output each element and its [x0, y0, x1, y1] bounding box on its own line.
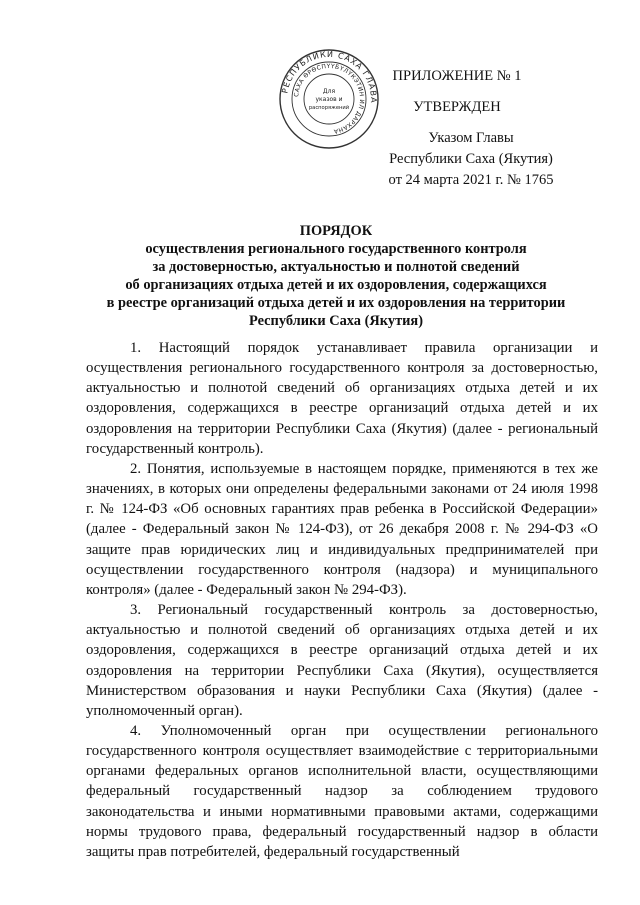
title-line-1: осуществления регионального государственного контроля [145, 241, 527, 257]
title-line-5: Республики Саха (Якутия) [248, 313, 424, 329]
document-body [86, 338, 598, 862]
seal-outer-text: РЕСПУБЛИКИ САХА ГЛАВА [280, 49, 379, 104]
paragraph-1: 1. Настоящий порядок устанавливает правила организации и осуществления регионального государственного контроля за достоверностью, актуальностью и полнотой сведений об организациях отдыха детей и их оздоровления, содержащихся в реестре организаций отдыха детей и их оздоровления на территории Республики Саха (Якутия) (далее - региональный государственный контроль). [86, 340, 598, 457]
paragraph-4: 4. Уполномоченный орган при осуществлении регионального государственного контроля осуществляет взаимодействие с территориальными органами федеральных органов исполнительной власти, осуществляющими федеральный государственный надзор за соблюдением трудового законодательства и иными нормативными правовыми актами, содержащими нормы трудового права, федеральный государственный надзор в области защиты прав потребителей, федеральный государственный [86, 722, 598, 860]
paragraph-2: 2. Понятия, используемые в настоящем порядке, применяются в тех же значениях, в которых они определены федеральными законами от 24 июля 1998 г. № 124-ФЗ «Об основных гарантиях прав ребенка в Российской Федерации» (далее - Федеральный закон № 124-ФЗ), от 26 декабря 2008 г. № 294-ФЗ «О защите прав юридических лиц и индивидуальных предпринимателей при осуществлении государственного контроля (надзора) и муниципального контроля» (далее - Федеральный закон № 294-ФЗ). [86, 460, 598, 598]
title-heading: ПОРЯДОК [299, 223, 373, 239]
approved-label: УТВЕРЖДЕН [413, 99, 501, 115]
appendix-label: ПРИЛОЖЕНИЕ № 1 [392, 68, 522, 84]
title-line-3: об организациях отдыха детей и их оздоровления, содержащихся [125, 277, 547, 293]
decree-line-3: от 24 марта 2021 г. № 1765 [388, 172, 554, 188]
decree-line-1: Указом Главы [428, 130, 514, 146]
approval-header [352, 66, 562, 191]
title-line-4: в реестре организаций отдыха детей и их оздоровления на территории [106, 295, 566, 311]
seal-inner-text: САХА ӨРӨСПҮҮБҮЛҮКЭТИН ИЛ ДАРХАНА [293, 62, 366, 135]
title-line-2: за достоверностью, актуальностью и полнотой сведений [152, 259, 520, 275]
document-title [86, 222, 586, 330]
decree-line-2: Республики Саха (Якутия) [389, 151, 553, 167]
seal-center-line-1: Для [322, 88, 336, 95]
seal-center-line-2: указов и [315, 96, 343, 103]
paragraph-3: 3. Региональный государственный контроль за достоверностью, актуальностью и полнотой сведений об организациях отдыха детей и их оздоровления, содержащихся в реестре организаций отдыха детей и их оздоровления на территории Республики Саха (Якутия), осуществляется Министерством образования и науки Республики Саха (Якутия) (далее - уполномоченный орган). [86, 602, 598, 719]
seal-center-line-3: распоряжений [308, 105, 350, 111]
